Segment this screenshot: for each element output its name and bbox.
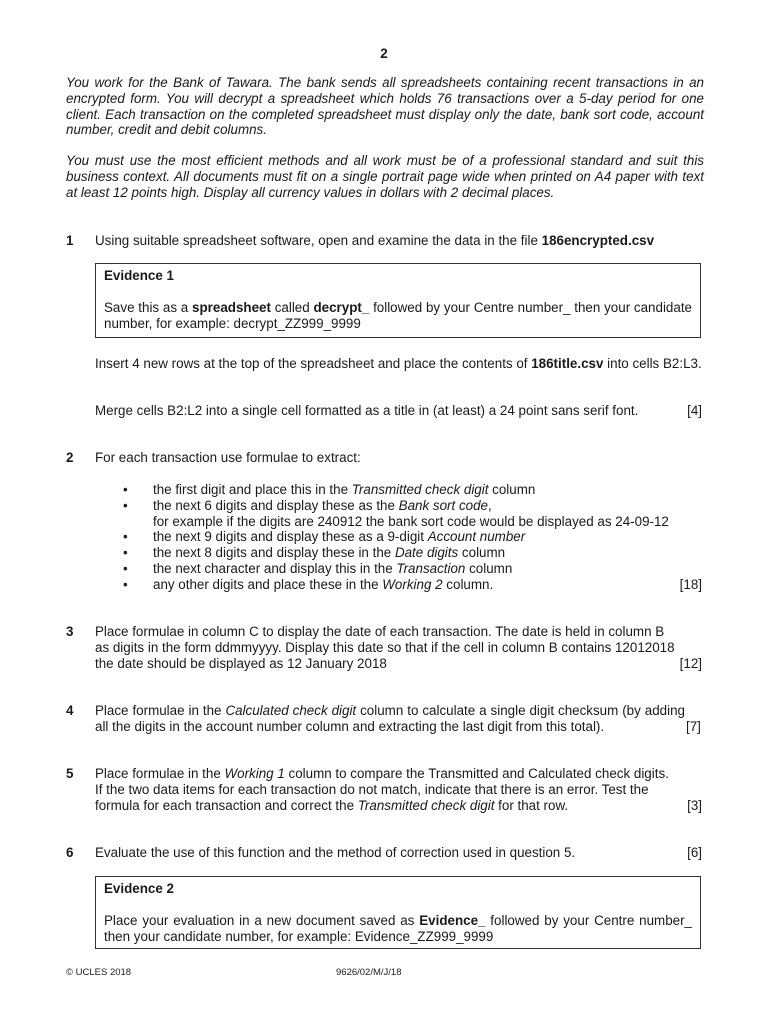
list-item-continuation — [95, 514, 702, 530]
q5-l1-italic: Working 1 — [224, 766, 285, 781]
page-number: 2 — [380, 46, 388, 61]
b1-suffix: column — [488, 482, 536, 497]
evidence-1-text — [104, 300, 692, 332]
q1-text: Using suitable spreadsheet software, open and examine the data in the file — [95, 233, 542, 248]
b1-italic: Transmitted check digit — [351, 482, 489, 497]
question-3-line-1: Place formulae in column C to display the date of each transaction. The date is held in column B — [95, 624, 665, 639]
b2-italic: Bank sort code — [398, 497, 488, 513]
question-6-marks: [6] — [687, 845, 702, 860]
question-4-number: 4 — [66, 703, 74, 718]
question-5-marks: [3] — [687, 798, 702, 813]
question-5-number: 5 — [66, 766, 74, 781]
question-1-number: 1 — [66, 233, 74, 248]
q5-l1-text: Place formulae in the — [95, 766, 225, 781]
ev1-part-2: called — [270, 299, 314, 315]
b5-italic: Transaction — [396, 560, 466, 576]
q6-text: Evaluate the use of this function and the method of correction used in question 5. — [95, 845, 576, 860]
question-3-line-3 — [95, 656, 702, 672]
evidence-2-box — [95, 876, 701, 949]
b6-italic: Working 2 — [382, 576, 443, 592]
ev2-part-2: followed by your Centre number_ then your candidate number, for example: Evidence_ZZ999_9999 — [104, 912, 692, 944]
q5-l1-suffix: column to compare the Transmitted and Calculated check digits. — [284, 766, 669, 781]
q5-l3-text: formula for each transaction and correct the — [95, 798, 358, 813]
ev1-filename-bold: decrypt_ — [313, 299, 370, 315]
question-4-text — [95, 703, 685, 735]
q1-filename: 186encrypted.csv — [541, 233, 655, 248]
q1-insert-cells: into cells B2:L3. — [603, 356, 702, 371]
b2-text: the next 6 digits and display these as the — [153, 497, 399, 513]
b3-text: the next 9 digits and display these as a 9-digit — [153, 529, 428, 545]
footer-copyright: © UCLES 2018 — [66, 967, 132, 978]
question-5-line-1 — [95, 766, 702, 782]
q3-line-3-text: the date should be displayed as 12 January 2018 — [95, 656, 387, 671]
q1-merge-text: Merge cells B2:L2 into a single cell formatted as a title in (at least) a 24 point sans serif font. — [95, 403, 639, 418]
question-1-marks: [4] — [687, 403, 702, 418]
b5-suffix: column — [465, 560, 513, 576]
q1-insert-filename: 186title.csv — [531, 356, 604, 371]
bullet-glyph: • — [123, 576, 128, 592]
bullet-glyph: • — [123, 482, 128, 497]
list-item — [95, 545, 702, 561]
bullet-glyph: • — [123, 560, 128, 576]
question-1-text — [95, 233, 702, 249]
evidence-1-title: Evidence 1 — [104, 268, 174, 283]
q5-l3-suffix: for that row. — [494, 798, 569, 813]
question-2-bullet-list — [95, 482, 702, 593]
question-5-line-2: If the two data items for each transaction do not match, indicate that there is an error. Test the — [95, 782, 649, 797]
b3-italic: Account number — [427, 529, 526, 545]
question-2-number: 2 — [66, 450, 74, 465]
q1-insert-text: Insert 4 new rows at the top of the spreadsheet and place the contents of — [95, 356, 532, 371]
ev1-spreadsheet-bold: spreadsheet — [192, 299, 271, 315]
question-3-marks: [12] — [679, 656, 702, 671]
list-item — [95, 561, 702, 577]
list-item — [95, 529, 702, 545]
list-item — [95, 482, 702, 498]
question-2-lead: For each transaction use formulae to extract: — [95, 450, 361, 465]
intro-paragraph-2: You must use the most efficient methods and all work must be of a professional standard and suit this business context. All documents must fit on a single portrait page wide when printed on A4 paper with text at least 12 points high. Display all currency values in dollars with 2 decimal places. — [66, 153, 704, 200]
evidence-2-text — [104, 913, 692, 945]
q4-italic: Calculated check digit — [225, 703, 357, 718]
b2-suffix: , — [487, 497, 492, 513]
b2-example: for example if the digits are 240912 the bank sort code would be displayed as 24-09-12 — [153, 513, 669, 529]
ev1-part-1: Save this as a — [104, 299, 193, 315]
question-1-merge-instruction — [95, 403, 702, 419]
ev2-part-1: Place your evaluation in a new document saved as — [104, 912, 420, 928]
evidence-1-box — [95, 263, 701, 338]
question-6-number: 6 — [66, 845, 74, 860]
list-item — [95, 577, 702, 593]
b4-italic: Date digits — [394, 545, 459, 561]
q4-text: Place formulae in the — [95, 703, 226, 718]
b4-suffix: column — [458, 545, 506, 561]
b5-text: the next character and display this in the — [153, 560, 397, 576]
b1-text: the first digit and place this in the — [153, 482, 352, 497]
b6-text: any other digits and place these in the — [153, 576, 383, 592]
question-3-number: 3 — [66, 624, 74, 639]
bullet-glyph: • — [123, 497, 128, 513]
intro-paragraph-1: You work for the Bank of Tawara. The bank sends all spreadsheets containing recent transactions in an encrypted form. You will decrypt a spreadsheet which holds 76 transactions over a 5-day period for one client. Each transaction on the completed spreadsheet must display only the date, bank sort code, account number, credit and debit columns. — [66, 75, 704, 138]
question-3-line-2: as digits in the form ddmmyyyy. Display this date so that if the cell in column B contains 12012018 — [95, 640, 675, 655]
list-item — [95, 498, 702, 514]
evidence-2-title: Evidence 2 — [104, 881, 174, 896]
footer-paper-code: 9626/02/M/J/18 — [336, 967, 402, 978]
bullet-glyph: • — [123, 529, 128, 545]
question-6-text — [95, 845, 702, 861]
question-5-line-3 — [95, 798, 702, 814]
ev1-part-3: followed by your Centre number_ then your candidate number, for example: decrypt_ZZ999_9999 — [104, 299, 692, 331]
question-1-insert-instruction — [95, 356, 702, 372]
ev2-filename-bold: Evidence_ — [419, 912, 486, 928]
question-2-marks: [18] — [679, 576, 702, 592]
bullet-glyph: • — [123, 545, 128, 561]
b4-text: the next 8 digits and display these in the — [153, 545, 395, 561]
q4-suffix: column to calculate a single digit checksum (by adding all the digits in the account number column and extracting the last digit from this total). — [95, 703, 685, 734]
q5-l3-italic: Transmitted check digit — [357, 798, 495, 813]
question-4-marks: [7] — [686, 719, 701, 734]
b6-suffix: column. — [442, 576, 494, 592]
